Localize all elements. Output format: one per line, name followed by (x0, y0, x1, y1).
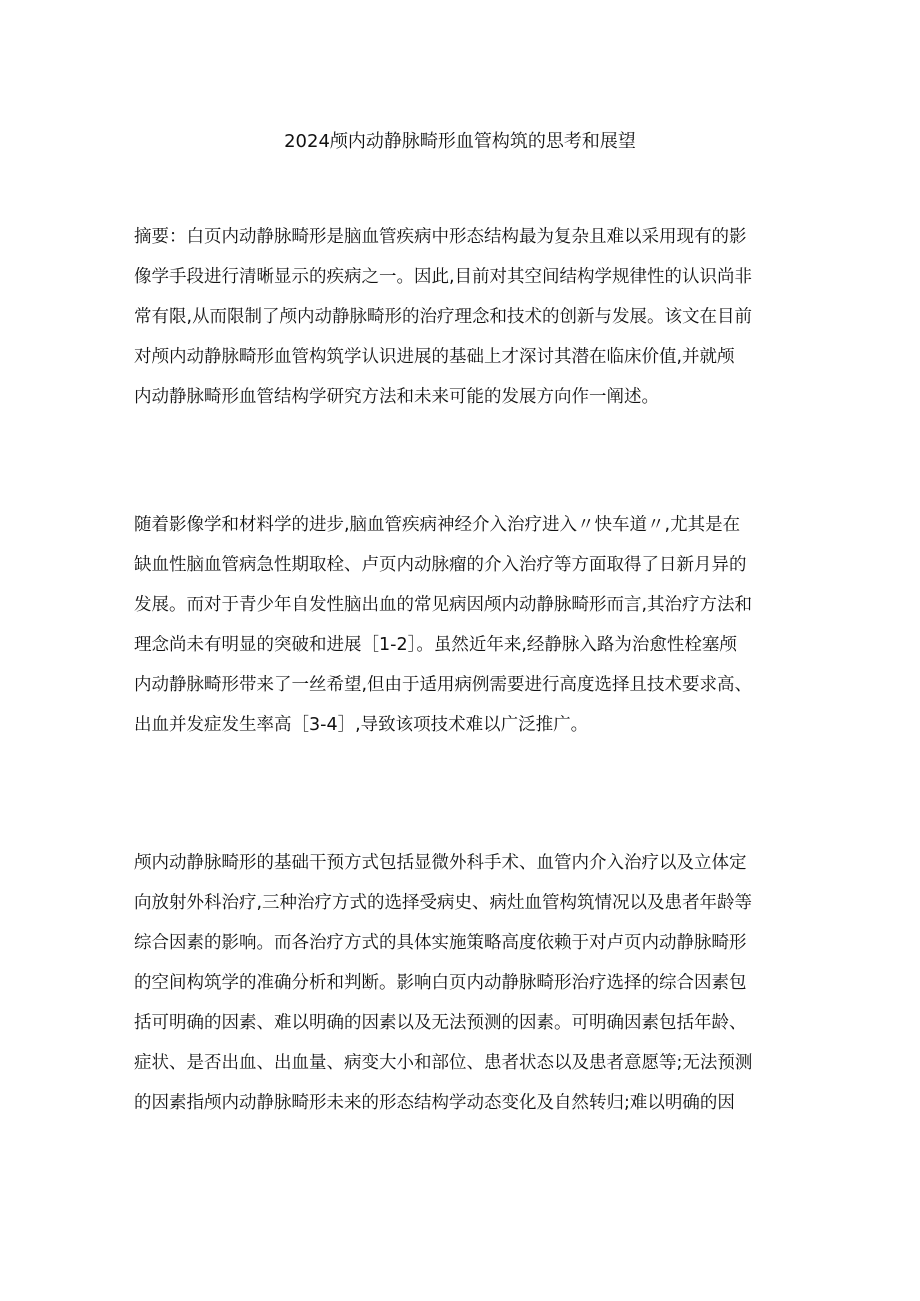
text-line: 随着影像学和材料学的进步,脑血管疾病神经介入治疗进入〃快车道〃,尤其是在 (134, 515, 741, 535)
text-line: 内动静脉畸形带来了一丝希望,但由于适用病例需要进行高度选择且技术要求高、 (134, 675, 753, 695)
text-line: 摘要：白页内动静脉畸形是脑血管疾病中形态结构最为复杂且难以采用现有的影 (134, 227, 747, 247)
text-line: 像学手段进行清晰显示的疾病之一。因此,目前对其空间结构学规律性的认识尚非 (134, 267, 753, 287)
text-line: 的空间构筑学的准确分析和判断。影响白页内动静脉畸形治疗选择的综合因素包 (134, 973, 747, 993)
text-line: 综合因素的影响。而各治疗方式的具体实施策略高度依赖于对卢页内动静脉畸形 (134, 933, 747, 953)
text-line: 的因素指颅内动静脉畸形未来的形态结构学动态变化及自然转归;难以明确的因 (134, 1093, 735, 1113)
text-line: 出血并发症发生率高［3-4］,导致该项技术难以广泛推广。 (134, 715, 589, 735)
text-line: 颅内动静脉畸形的基础干预方式包括显微外科手术、血管内介入治疗以及立体定 (134, 853, 747, 873)
text-line: 缺血性脑血管病急性期取栓、卢页内动脉瘤的介入治疗等方面取得了日新月异的 (134, 555, 747, 575)
text-line: 发展。而对于青少年自发性脑出血的常见病因颅内动静脉畸形而言,其治疗方法和 (134, 595, 753, 615)
text-line: 括可明确的因素、难以明确的因素以及无法预测的因素。可明确因素包括年龄、 (134, 1013, 747, 1033)
body-paragraph-1 (134, 505, 804, 745)
body-paragraph-2 (134, 843, 804, 1123)
text-line: 常有限,从而限制了颅内动静脉畸形的治疗理念和技术的创新与发展。该文在目前 (134, 307, 753, 327)
text-line: 内动静脉畸形血管结构学研究方法和未来可能的发展方向作一阐述。 (134, 387, 659, 407)
text-line: 向放射外科治疗,三种治疗方式的选择受病史、病灶血管构筑情况以及患者年龄等 (134, 893, 753, 913)
text-line: 症状、是否出血、出血量、病变大小和部位、患者状态以及患者意愿等;无法预测 (134, 1053, 753, 1073)
text-line: 理念尚未有明显的突破和进展［1-2］。虽然近年来,经静脉入路为治愈性栓塞颅 (134, 635, 737, 655)
document-title: 2024颅内动静脉畸形血管构筑的思考和展望 (284, 131, 636, 152)
abstract-paragraph (134, 217, 804, 417)
text-line: 对颅内动静脉畸形血管构筑学认识进展的基础上才深讨其潜在临床价值,并就颅 (134, 347, 735, 367)
